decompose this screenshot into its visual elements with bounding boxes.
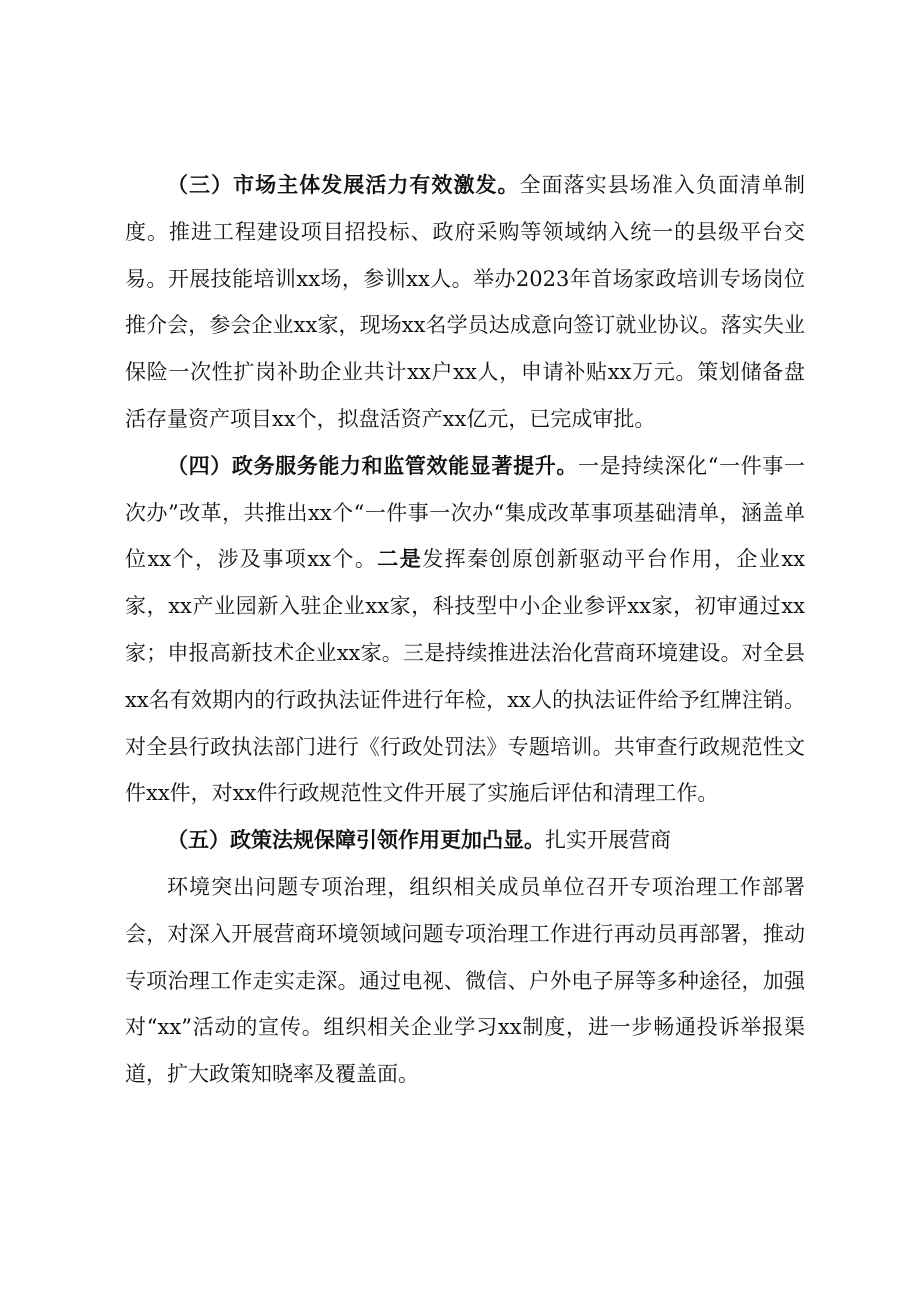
section-3-body: 全面落实县场准入负面清单制度。推进工程建设项目招投标、政府采购等领域纳入统一的县级平台交易。开展技能培训xx场，参训xx人。举办2023年首场家政培训专场岗位推介会，参会企业xx家，现场xx名学员达成意向签订就业协议。落实失业保险一次性扩岗补助企业共计xx户xx人，申请补贴xx万元。策划储备盘活存量资产项目xx个，拟盘活资产xx亿元，已完成审批。 [125, 173, 806, 431]
paragraph-section-5-continued [125, 864, 805, 1098]
paragraph-section-5-first-line [125, 817, 805, 864]
section-4-body-part-1: 一是持续深化“一件事一次办”改革，共推出xx个“一件事一次办“集成改革事项基础清单，涵盖单位xx个，涉及事项xx个。 [125, 453, 805, 572]
section-4-bold-marker: 二是 [377, 546, 423, 572]
document-body [125, 162, 805, 1098]
section-5-heading: （五）政策法规保障引领作用更加凸显。 [167, 827, 545, 853]
section-5-body-rest: 环境突出问题专项治理，组织相关成员单位召开专项治理工作部署会，对深入开展营商环境领域问题专项治理工作进行再动员再部署，推动专项治理工作走实走深。通过电视、微信、户外电子屏等多种途径，加强对“xx”活动的宣传。组织相关企业学习xx制度，进一步畅通投诉举报渠道，扩大政策知晓率及覆盖面。 [125, 874, 805, 1087]
section-4-body-part-2: 发挥秦创原创新驱动平台作用，企业xx家，xx产业园新入驻企业xx家，科技型中小企业参评xx家，初审通过xx家；申报高新技术企业xx家。三是持续推进法治化营商环境建设。对全县xx名有效期内的行政执法证件进行年检，xx人的执法证件给予红牌注销。对全县行政执法部门进行《行政处罚法》专题培训。共审查行政规范性文件xx件，对xx件行政规范性文件开展了实施后评估和清理工作。 [125, 547, 806, 806]
section-5-body-first: 扎实开展营商 [545, 828, 671, 853]
section-4-heading: （四）政务服务能力和监管效能显著提升。 [167, 452, 578, 478]
paragraph-section-3 [125, 162, 805, 443]
paragraph-section-4 [125, 443, 805, 817]
section-3-heading: （三）市场主体发展活力有效激发。 [167, 172, 520, 197]
